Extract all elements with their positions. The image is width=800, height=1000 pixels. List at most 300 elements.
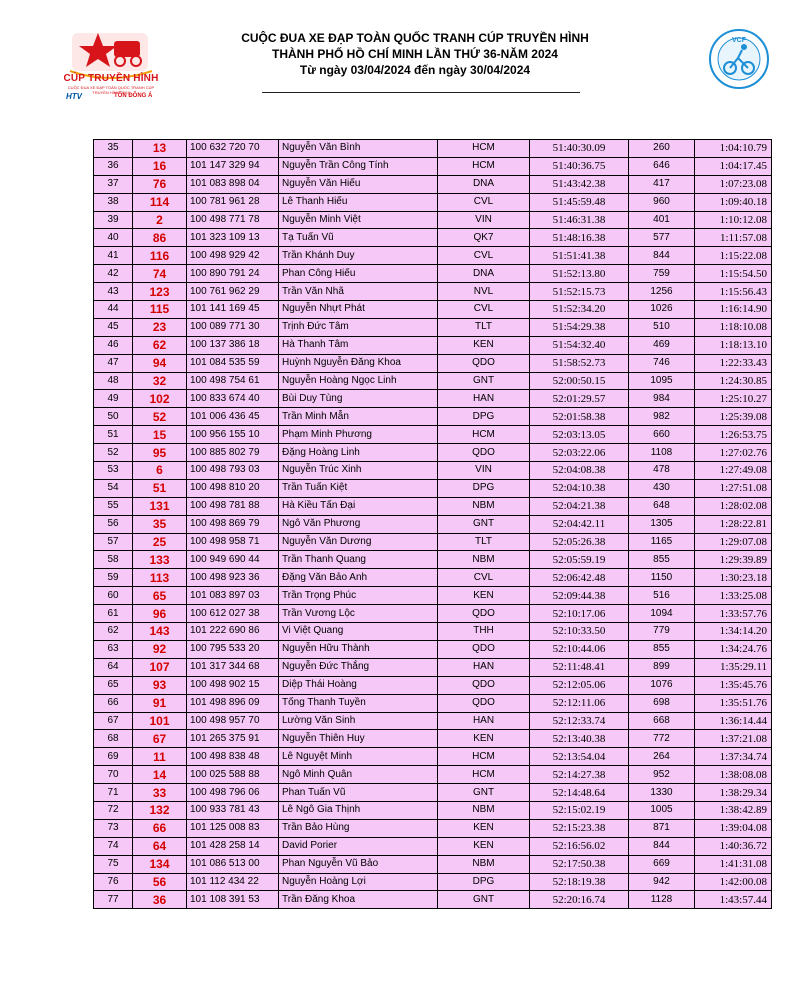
rider-name-cell: Nguyễn Trúc Xinh [279, 462, 438, 480]
rider-name-cell: Phan Công Hiếu [279, 265, 438, 283]
time-gap-cell: 1:30:23.18 [695, 569, 772, 587]
rank-cell: 65 [94, 676, 133, 694]
table-row [94, 569, 772, 587]
points-cell: 430 [629, 479, 695, 497]
time-gap-cell: 1:28:22.81 [695, 515, 772, 533]
bib-number-cell: 35 [133, 515, 187, 533]
rank-cell: 44 [94, 301, 133, 319]
table-row [94, 515, 772, 533]
table-row [94, 658, 772, 676]
rank-cell: 35 [94, 140, 133, 158]
points-cell: 960 [629, 193, 695, 211]
uci-id-cell: 100 498 810 20 [187, 479, 279, 497]
team-code-cell: QDO [438, 354, 530, 372]
points-cell: 844 [629, 837, 695, 855]
points-cell: 646 [629, 157, 695, 175]
team-code-cell: NBM [438, 551, 530, 569]
points-cell: 779 [629, 623, 695, 641]
team-code-cell: HCM [438, 140, 530, 158]
points-cell: 855 [629, 640, 695, 658]
total-time-cell: 52:09:44.38 [530, 587, 629, 605]
bib-number-cell: 56 [133, 873, 187, 891]
sponsor-logo: TÔN ĐÔNG Á [114, 93, 153, 99]
bib-number-cell: 65 [133, 587, 187, 605]
team-code-cell: CVL [438, 193, 530, 211]
table-row [94, 283, 772, 301]
uci-id-cell: 101 112 434 22 [187, 873, 279, 891]
rank-cell: 66 [94, 694, 133, 712]
time-gap-cell: 1:43:57.44 [695, 891, 772, 909]
uci-id-cell: 100 498 902 15 [187, 676, 279, 694]
uci-id-cell: 101 086 513 00 [187, 855, 279, 873]
points-cell: 510 [629, 318, 695, 336]
table-row [94, 390, 772, 408]
points-cell: 417 [629, 175, 695, 193]
team-code-cell: QDO [438, 694, 530, 712]
rank-cell: 58 [94, 551, 133, 569]
time-gap-cell: 1:36:14.44 [695, 712, 772, 730]
time-gap-cell: 1:41:31.08 [695, 855, 772, 873]
table-row [94, 712, 772, 730]
team-code-cell: HAN [438, 658, 530, 676]
rider-name-cell: Ngô Văn Phương [279, 515, 438, 533]
cyclist-badge-icon [708, 28, 770, 90]
rank-cell: 69 [94, 748, 133, 766]
uci-id-cell: 100 498 754 61 [187, 372, 279, 390]
total-time-cell: 52:11:48.41 [530, 658, 629, 676]
time-gap-cell: 1:15:22.08 [695, 247, 772, 265]
bib-number-cell: 86 [133, 229, 187, 247]
total-time-cell: 51:52:13.80 [530, 265, 629, 283]
uci-id-cell: 101 083 897 03 [187, 587, 279, 605]
uci-id-cell: 101 125 008 83 [187, 819, 279, 837]
bib-number-cell: 15 [133, 426, 187, 444]
total-time-cell: 51:52:15.73 [530, 283, 629, 301]
time-gap-cell: 1:11:57.08 [695, 229, 772, 247]
bib-number-cell: 123 [133, 283, 187, 301]
bib-number-cell: 116 [133, 247, 187, 265]
rider-name-cell: Bùi Duy Tùng [279, 390, 438, 408]
bib-number-cell: 91 [133, 694, 187, 712]
time-gap-cell: 1:04:10.79 [695, 140, 772, 158]
uci-id-cell: 100 956 155 10 [187, 426, 279, 444]
rider-name-cell: Nguyễn Văn Bình [279, 140, 438, 158]
total-time-cell: 51:58:52.73 [530, 354, 629, 372]
bib-number-cell: 52 [133, 408, 187, 426]
time-gap-cell: 1:28:02.08 [695, 497, 772, 515]
team-code-cell: NBM [438, 855, 530, 873]
team-code-cell: QK7 [438, 229, 530, 247]
team-code-cell: HCM [438, 426, 530, 444]
total-time-cell: 52:13:40.38 [530, 730, 629, 748]
uci-id-cell: 100 933 781 43 [187, 801, 279, 819]
rank-cell: 36 [94, 157, 133, 175]
total-time-cell: 51:48:16.38 [530, 229, 629, 247]
table-row [94, 766, 772, 784]
table-row [94, 551, 772, 569]
time-gap-cell: 1:10:12.08 [695, 211, 772, 229]
team-code-cell: DNA [438, 175, 530, 193]
rider-name-cell: Nguyễn Văn Dương [279, 533, 438, 551]
rank-cell: 48 [94, 372, 133, 390]
rank-cell: 60 [94, 587, 133, 605]
uci-id-cell: 100 949 690 44 [187, 551, 279, 569]
points-cell: 648 [629, 497, 695, 515]
team-code-cell: QDO [438, 640, 530, 658]
table-row [94, 694, 772, 712]
uci-id-cell: 100 498 929 42 [187, 247, 279, 265]
time-gap-cell: 1:38:29.34 [695, 784, 772, 802]
table-row [94, 819, 772, 837]
points-cell: 577 [629, 229, 695, 247]
results-table-body [94, 140, 772, 909]
rider-name-cell: Lê Nguyệt Minh [279, 748, 438, 766]
table-row [94, 533, 772, 551]
points-cell: 1165 [629, 533, 695, 551]
rank-cell: 45 [94, 318, 133, 336]
bib-number-cell: 62 [133, 336, 187, 354]
total-time-cell: 52:04:42.11 [530, 515, 629, 533]
time-gap-cell: 1:40:36.72 [695, 837, 772, 855]
total-time-cell: 52:05:26.38 [530, 533, 629, 551]
rank-cell: 70 [94, 766, 133, 784]
time-gap-cell: 1:18:13.10 [695, 336, 772, 354]
time-gap-cell: 1:27:49.08 [695, 462, 772, 480]
bib-number-cell: 133 [133, 551, 187, 569]
rank-cell: 42 [94, 265, 133, 283]
rank-cell: 67 [94, 712, 133, 730]
table-row [94, 462, 772, 480]
total-time-cell: 52:01:58.38 [530, 408, 629, 426]
time-gap-cell: 1:27:02.76 [695, 444, 772, 462]
bib-number-cell: 92 [133, 640, 187, 658]
rider-name-cell: Hà Kiều Tấn Đại [279, 497, 438, 515]
team-code-cell: TLT [438, 533, 530, 551]
rank-cell: 40 [94, 229, 133, 247]
team-code-cell: NBM [438, 497, 530, 515]
uci-id-cell: 101 323 109 13 [187, 229, 279, 247]
time-gap-cell: 1:33:25.08 [695, 587, 772, 605]
rider-name-cell: Tống Thanh Tuyền [279, 694, 438, 712]
points-cell: 952 [629, 766, 695, 784]
total-time-cell: 52:03:22.06 [530, 444, 629, 462]
team-code-cell: CVL [438, 301, 530, 319]
cup-logo [62, 27, 160, 105]
table-row [94, 175, 772, 193]
total-time-cell: 51:40:36.75 [530, 157, 629, 175]
time-gap-cell: 1:29:39.89 [695, 551, 772, 569]
bib-number-cell: 114 [133, 193, 187, 211]
total-time-cell: 51:51:41.38 [530, 247, 629, 265]
table-row [94, 211, 772, 229]
date-range: Từ ngày 03/04/2024 đến ngày 30/04/2024 [299, 63, 531, 77]
points-cell: 1150 [629, 569, 695, 587]
total-time-cell: 51:40:30.09 [530, 140, 629, 158]
time-gap-cell: 1:15:54.50 [695, 265, 772, 283]
points-cell: 746 [629, 354, 695, 372]
points-cell: 772 [629, 730, 695, 748]
rank-cell: 77 [94, 891, 133, 909]
team-code-cell: VIN [438, 462, 530, 480]
rider-name-cell: Nguyễn Nhựt Phát [279, 301, 438, 319]
time-gap-cell: 1:35:45.76 [695, 676, 772, 694]
bib-number-cell: 143 [133, 623, 187, 641]
page-header [0, 0, 800, 100]
team-code-cell: GNT [438, 372, 530, 390]
rider-name-cell: Nguyễn Trần Công Tính [279, 157, 438, 175]
bib-number-cell: 25 [133, 533, 187, 551]
bib-number-cell: 132 [133, 801, 187, 819]
table-row [94, 497, 772, 515]
time-gap-cell: 1:18:10.08 [695, 318, 772, 336]
total-time-cell: 52:04:10.38 [530, 479, 629, 497]
team-code-cell: CVL [438, 569, 530, 587]
total-time-cell: 52:20:16.74 [530, 891, 629, 909]
team-code-cell: KEN [438, 730, 530, 748]
table-row [94, 605, 772, 623]
bib-number-cell: 64 [133, 837, 187, 855]
points-cell: 982 [629, 408, 695, 426]
table-row [94, 837, 772, 855]
team-code-cell: NVL [438, 283, 530, 301]
bib-number-cell: 94 [133, 354, 187, 372]
team-code-cell: KEN [438, 587, 530, 605]
uci-id-cell: 100 137 386 18 [187, 336, 279, 354]
rank-cell: 76 [94, 873, 133, 891]
table-row [94, 372, 772, 390]
rider-name-cell: Nguyễn Văn Hiếu [279, 175, 438, 193]
total-time-cell: 51:52:34.20 [530, 301, 629, 319]
time-gap-cell: 1:27:51.08 [695, 479, 772, 497]
rider-name-cell: Phan Nguyễn Vũ Bảo [279, 855, 438, 873]
table-row [94, 426, 772, 444]
points-cell: 1076 [629, 676, 695, 694]
table-row [94, 855, 772, 873]
time-gap-cell: 1:26:53.75 [695, 426, 772, 444]
uci-id-cell: 100 498 923 36 [187, 569, 279, 587]
uci-id-cell: 100 781 961 28 [187, 193, 279, 211]
rank-cell: 59 [94, 569, 133, 587]
rank-cell: 56 [94, 515, 133, 533]
rider-name-cell: Đặng Hoàng Linh [279, 444, 438, 462]
team-code-cell: TLT [438, 318, 530, 336]
rank-cell: 52 [94, 444, 133, 462]
time-gap-cell: 1:24:30.85 [695, 372, 772, 390]
time-gap-cell: 1:25:10.27 [695, 390, 772, 408]
time-gap-cell: 1:09:40.18 [695, 193, 772, 211]
total-time-cell: 52:04:08.38 [530, 462, 629, 480]
team-code-cell: QDO [438, 676, 530, 694]
table-row [94, 229, 772, 247]
uci-id-cell: 101 141 169 45 [187, 301, 279, 319]
points-cell: 1256 [629, 283, 695, 301]
table-row [94, 640, 772, 658]
total-time-cell: 52:15:23.38 [530, 819, 629, 837]
points-cell: 899 [629, 658, 695, 676]
bib-number-cell: 134 [133, 855, 187, 873]
total-time-cell: 52:04:21.38 [530, 497, 629, 515]
table-row [94, 748, 772, 766]
total-time-cell: 52:16:56.02 [530, 837, 629, 855]
team-code-cell: QDO [438, 444, 530, 462]
rank-cell: 39 [94, 211, 133, 229]
total-time-cell: 52:12:33.74 [530, 712, 629, 730]
bib-number-cell: 67 [133, 730, 187, 748]
time-gap-cell: 1:16:14.90 [695, 301, 772, 319]
rider-name-cell: Vi Việt Quang [279, 623, 438, 641]
total-time-cell: 52:17:50.38 [530, 855, 629, 873]
total-time-cell: 52:12:05.06 [530, 676, 629, 694]
rider-name-cell: Nguyễn Hoàng Ngọc Linh [279, 372, 438, 390]
total-time-cell: 52:13:54.04 [530, 748, 629, 766]
uci-id-cell: 101 108 391 53 [187, 891, 279, 909]
rider-name-cell: Trịnh Đức Tâm [279, 318, 438, 336]
bib-number-cell: 66 [133, 819, 187, 837]
table-row [94, 336, 772, 354]
table-row [94, 140, 772, 158]
uci-id-cell: 101 083 898 04 [187, 175, 279, 193]
table-row [94, 265, 772, 283]
bib-number-cell: 113 [133, 569, 187, 587]
rider-name-cell: Nguyễn Hữu Thành [279, 640, 438, 658]
rider-name-cell: Trần Bảo Hùng [279, 819, 438, 837]
uci-id-cell: 100 025 588 88 [187, 766, 279, 784]
bib-number-cell: 23 [133, 318, 187, 336]
bib-number-cell: 11 [133, 748, 187, 766]
team-code-cell: NBM [438, 801, 530, 819]
uci-id-cell: 100 498 796 06 [187, 784, 279, 802]
uci-id-cell: 100 498 771 78 [187, 211, 279, 229]
federation-abbr: VCF [732, 37, 746, 44]
rider-name-cell: Nguyễn Hoàng Lợi [279, 873, 438, 891]
points-cell: 264 [629, 748, 695, 766]
points-cell: 844 [629, 247, 695, 265]
rider-name-cell: Phan Tuấn Vũ [279, 784, 438, 802]
time-gap-cell: 1:38:08.08 [695, 766, 772, 784]
total-time-cell: 51:54:32.40 [530, 336, 629, 354]
table-row [94, 301, 772, 319]
broadcaster-logo: HTV [66, 92, 82, 101]
time-gap-cell: 1:39:04.08 [695, 819, 772, 837]
rank-cell: 64 [94, 658, 133, 676]
rider-name-cell: Tạ Tuấn Vũ [279, 229, 438, 247]
team-code-cell: GNT [438, 891, 530, 909]
time-gap-cell: 1:29:07.08 [695, 533, 772, 551]
rank-cell: 74 [94, 837, 133, 855]
points-cell: 855 [629, 551, 695, 569]
uci-id-cell: 100 498 958 71 [187, 533, 279, 551]
bib-number-cell: 16 [133, 157, 187, 175]
rider-name-cell: Lê Thanh Hiếu [279, 193, 438, 211]
rank-cell: 46 [94, 336, 133, 354]
total-time-cell: 52:01:29.57 [530, 390, 629, 408]
bib-number-cell: 2 [133, 211, 187, 229]
team-code-cell: KEN [438, 819, 530, 837]
table-row [94, 479, 772, 497]
points-cell: 1108 [629, 444, 695, 462]
points-cell: 660 [629, 426, 695, 444]
team-code-cell: HAN [438, 390, 530, 408]
total-time-cell: 52:10:44.06 [530, 640, 629, 658]
rank-cell: 62 [94, 623, 133, 641]
bib-number-cell: 33 [133, 784, 187, 802]
time-gap-cell: 1:22:33.43 [695, 354, 772, 372]
title-divider [262, 92, 580, 93]
table-row [94, 873, 772, 891]
rider-name-cell: Trần Khánh Duy [279, 247, 438, 265]
points-cell: 1005 [629, 801, 695, 819]
time-gap-cell: 1:34:24.76 [695, 640, 772, 658]
total-time-cell: 52:18:19.38 [530, 873, 629, 891]
team-code-cell: HCM [438, 157, 530, 175]
bib-number-cell: 32 [133, 372, 187, 390]
uci-id-cell: 101 222 690 86 [187, 623, 279, 641]
bib-number-cell: 14 [133, 766, 187, 784]
rider-name-cell: Nguyễn Thiên Huy [279, 730, 438, 748]
rider-name-cell: Nguyễn Đức Thắng [279, 658, 438, 676]
points-cell: 1095 [629, 372, 695, 390]
total-time-cell: 52:06:42.48 [530, 569, 629, 587]
table-row [94, 157, 772, 175]
table-row [94, 623, 772, 641]
points-cell: 516 [629, 587, 695, 605]
uci-id-cell: 101 265 375 91 [187, 730, 279, 748]
rank-cell: 50 [94, 408, 133, 426]
uci-id-cell: 101 317 344 68 [187, 658, 279, 676]
time-gap-cell: 1:15:56.43 [695, 283, 772, 301]
team-code-cell: HCM [438, 766, 530, 784]
bib-number-cell: 13 [133, 140, 187, 158]
uci-id-cell: 100 612 027 38 [187, 605, 279, 623]
rank-cell: 51 [94, 426, 133, 444]
bib-number-cell: 93 [133, 676, 187, 694]
rank-cell: 72 [94, 801, 133, 819]
team-code-cell: DPG [438, 873, 530, 891]
points-cell: 1128 [629, 891, 695, 909]
rider-name-cell: Ngô Minh Quân [279, 766, 438, 784]
total-time-cell: 51:45:59.48 [530, 193, 629, 211]
table-row [94, 784, 772, 802]
rank-cell: 54 [94, 479, 133, 497]
rank-cell: 61 [94, 605, 133, 623]
bib-number-cell: 6 [133, 462, 187, 480]
table-row [94, 676, 772, 694]
rank-cell: 43 [94, 283, 133, 301]
bib-number-cell: 74 [133, 265, 187, 283]
uci-id-cell: 100 761 962 29 [187, 283, 279, 301]
rider-name-cell: Trần Tuấn Kiệt [279, 479, 438, 497]
team-code-cell: HAN [438, 712, 530, 730]
uci-id-cell: 100 632 720 70 [187, 140, 279, 158]
rider-name-cell: Phạm Minh Phương [279, 426, 438, 444]
points-cell: 1094 [629, 605, 695, 623]
time-gap-cell: 1:38:42.89 [695, 801, 772, 819]
page-title [230, 30, 600, 78]
team-code-cell: DPG [438, 479, 530, 497]
table-row [94, 354, 772, 372]
rank-cell: 41 [94, 247, 133, 265]
title-line-2: THÀNH PHỐ HỒ CHÍ MINH LẦN THỨ 36-NĂM 2024 [272, 47, 558, 61]
team-code-cell: KEN [438, 336, 530, 354]
time-gap-cell: 1:37:21.08 [695, 730, 772, 748]
points-cell: 1330 [629, 784, 695, 802]
team-code-cell: QDO [438, 605, 530, 623]
bib-number-cell: 101 [133, 712, 187, 730]
rank-cell: 57 [94, 533, 133, 551]
table-row [94, 247, 772, 265]
cup-tagline: CUỘC ĐUA XE ĐẠP TOÀN QUỐC TRANH CÚP TRUYỀN HÌNH 2024 [67, 85, 155, 95]
federation-logo [708, 28, 770, 90]
